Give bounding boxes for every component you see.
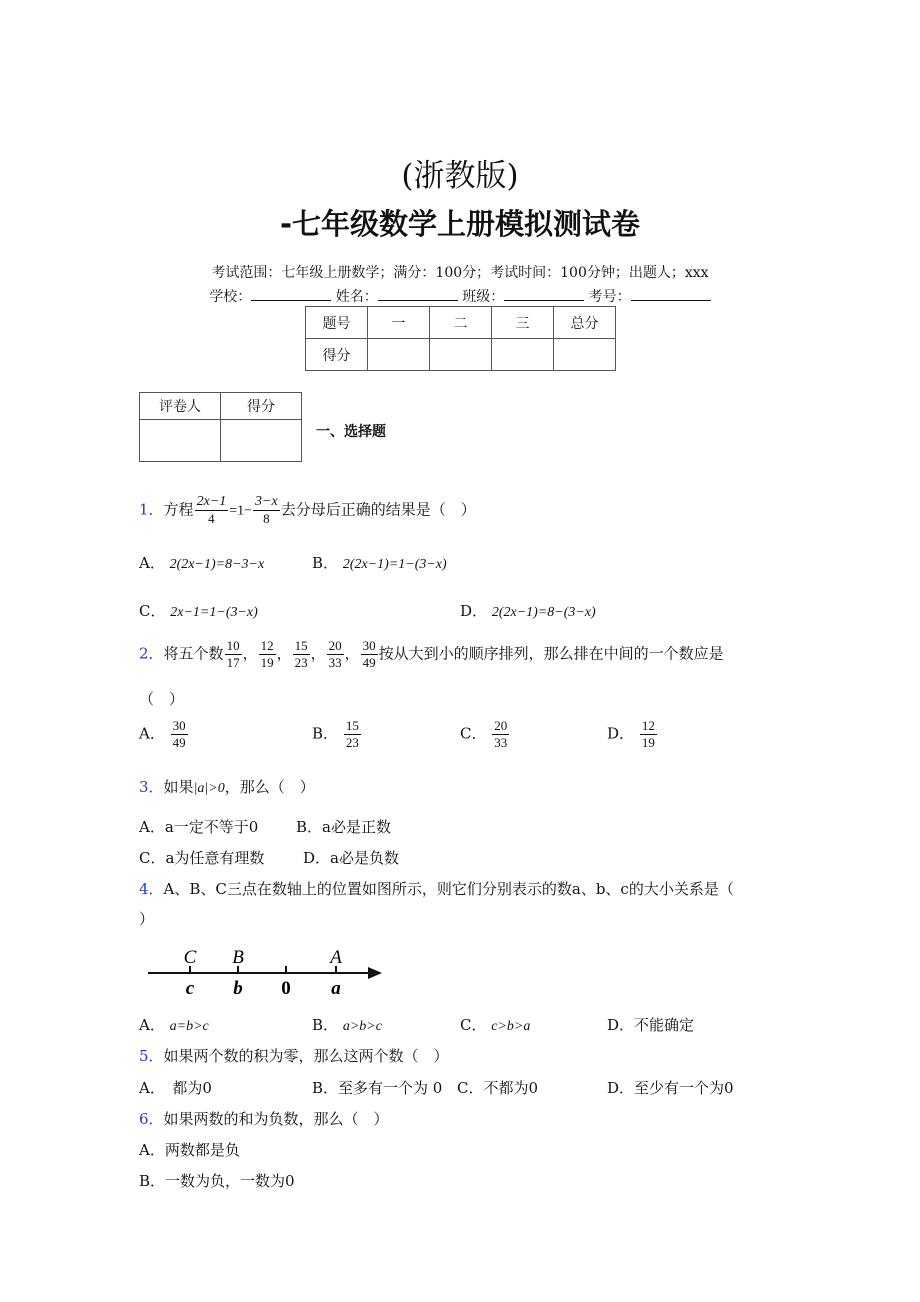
option-label: A． <box>139 724 165 743</box>
option-b[interactable] <box>312 1014 382 1035</box>
option-text: a=b>c <box>169 1019 209 1034</box>
section-heading: 一、选择题 <box>316 424 386 440</box>
numerator: 20 <box>328 638 342 653</box>
question-2 <box>139 638 724 671</box>
option-label: A． <box>139 554 165 572</box>
score-header-cell: 总分 <box>554 307 616 339</box>
option-label: C． <box>460 724 487 743</box>
numerator: 15 <box>345 718 359 733</box>
denominator: 8 <box>263 511 270 526</box>
option-d[interactable] <box>460 600 596 621</box>
option-label: D． <box>460 602 488 620</box>
denominator: 49 <box>362 655 376 670</box>
point-label-b: B <box>232 947 244 968</box>
school-blank[interactable] <box>251 288 331 301</box>
score-header-cell: 三 <box>492 307 554 339</box>
numerator: 12 <box>641 718 655 733</box>
value-label-c: c <box>185 978 195 999</box>
fraction <box>640 718 657 751</box>
fraction <box>361 638 378 671</box>
grader-cell[interactable] <box>140 420 221 462</box>
student-fields <box>0 286 920 306</box>
denominator: 23 <box>345 735 359 750</box>
value-label-a: a <box>331 978 341 999</box>
option-b[interactable]: B．至多有一个为 0 <box>312 1079 443 1097</box>
fraction <box>327 638 344 671</box>
exam-no-label: 考号： <box>588 289 631 305</box>
denominator: 33 <box>328 655 342 670</box>
math-text: |a|>0 <box>193 781 225 796</box>
fraction <box>293 638 310 671</box>
point-label-c: C <box>183 947 197 968</box>
option-c[interactable] <box>139 600 258 621</box>
score-header-cell: 一 <box>368 307 430 339</box>
question-4 <box>139 878 734 899</box>
question-number: 1． <box>139 500 164 519</box>
score-row-label: 得分 <box>306 339 368 371</box>
question-text: 如果两数的和为负数，那么（ ） <box>163 1110 389 1128</box>
option-text: 2(2x−1)=8−(3−x) <box>491 605 596 620</box>
edition-label: (浙教版) <box>401 158 519 194</box>
option-a[interactable] <box>139 718 189 751</box>
option-a[interactable]: A．两数都是负 <box>139 1141 240 1159</box>
question-number: 6． <box>139 1110 164 1128</box>
fraction <box>253 494 280 527</box>
option-text: 2(2x−1)=1−(3−x) <box>342 557 447 572</box>
question-number: 2． <box>139 644 164 663</box>
option-b[interactable]: B．一数为负，一数为0 <box>139 1172 295 1190</box>
exam-no-blank[interactable] <box>631 288 711 301</box>
question-text: A、B、C三点在数轴上的位置如图所示，则它们分别表示的数a、b、c的大小关系是（ <box>163 880 734 898</box>
numerator: 30 <box>362 638 376 653</box>
separator: ， <box>344 644 360 663</box>
option-c[interactable] <box>460 1014 530 1035</box>
grader-table <box>139 392 302 462</box>
option-d[interactable]: D．a必是负数 <box>303 849 399 867</box>
fraction <box>225 638 242 671</box>
denominator: 19 <box>260 655 274 670</box>
option-a[interactable] <box>139 552 264 573</box>
option-c[interactable] <box>460 718 510 751</box>
question-text: 去分母后正确的结果是（ ） <box>280 500 476 519</box>
question-text: 按从大到小的顺序排列，那么排在中间的一个数应是 <box>378 644 724 663</box>
fraction <box>344 718 361 751</box>
question-4-tail: ） <box>139 910 155 928</box>
denominator: 4 <box>208 511 215 526</box>
score-cell[interactable] <box>554 339 616 371</box>
numerator: 2x−1 <box>196 494 227 509</box>
option-d[interactable]: D．至少有一个为0 <box>607 1079 734 1097</box>
option-b[interactable] <box>312 552 447 573</box>
option-text: c>b>a <box>491 1019 531 1034</box>
numerator: 12 <box>260 638 274 653</box>
option-label: B． <box>312 724 339 743</box>
option-text: 2x−1=1−(3−x) <box>170 605 258 620</box>
page-title: -七年级数学上册模拟测试卷 <box>279 207 641 241</box>
question-6 <box>139 1108 389 1129</box>
class-label: 班级： <box>462 289 505 305</box>
name-blank[interactable] <box>378 288 458 301</box>
name-label: 姓名： <box>335 289 378 305</box>
question-text: 如果 <box>163 778 194 796</box>
score-header-cell: 二 <box>430 307 492 339</box>
option-b[interactable]: B．a必是正数 <box>296 818 391 836</box>
denominator: 49 <box>172 735 186 750</box>
school-label: 学校： <box>209 289 252 305</box>
score-header-cell: 题号 <box>306 307 368 339</box>
question-number: 5． <box>139 1047 164 1065</box>
math-text: =1− <box>229 503 253 519</box>
numerator: 15 <box>294 638 308 653</box>
score-cell[interactable] <box>492 339 554 371</box>
option-a[interactable]: A． 都为0 <box>139 1079 212 1097</box>
score-table <box>305 306 616 371</box>
point-label-a: A <box>330 947 342 968</box>
numerator: 20 <box>494 718 508 733</box>
option-label: D． <box>607 724 635 743</box>
arrow-icon <box>368 967 382 979</box>
score-cell[interactable] <box>430 339 492 371</box>
question-text: 方程 <box>163 500 194 519</box>
option-d[interactable] <box>607 718 658 751</box>
question-number: 4． <box>139 880 164 898</box>
question-text: 如果两个数的积为零，那么这两个数（ ） <box>163 1047 449 1065</box>
option-a[interactable]: A．a一定不等于0 <box>139 818 259 836</box>
option-text: a>b>c <box>342 1019 382 1034</box>
question-text: 将五个数 <box>163 644 224 663</box>
option-label: B． <box>312 1016 339 1034</box>
question-text: ，那么（ ） <box>224 778 315 796</box>
question-3 <box>139 776 315 797</box>
grader-score-cell[interactable] <box>221 420 302 462</box>
numerator: 3−x <box>255 494 278 509</box>
exam-info: 考试范围：七年级上册数学；满分：100分；考试时间：100分钟；出题人；xxx <box>211 265 709 281</box>
class-blank[interactable] <box>504 288 584 301</box>
question-5 <box>139 1045 449 1066</box>
separator: ， <box>242 644 258 663</box>
option-text: 2(2x−1)=8−3−x <box>169 557 265 572</box>
fraction <box>259 638 276 671</box>
question-2-tail: （ ） <box>139 690 185 708</box>
option-c[interactable]: C．a为任意有理数 <box>139 849 265 867</box>
number-line-figure <box>140 940 390 1000</box>
separator: ， <box>276 644 292 663</box>
value-label-b: b <box>233 978 243 999</box>
grader-header: 评卷人 <box>140 393 221 420</box>
option-c[interactable]: C．不都为0 <box>457 1079 539 1097</box>
fraction <box>171 718 188 751</box>
numerator: 30 <box>172 718 186 733</box>
separator: ， <box>310 644 326 663</box>
denominator: 19 <box>641 735 655 750</box>
option-label: A． <box>139 1016 165 1034</box>
option-d[interactable]: D．不能确定 <box>607 1016 695 1034</box>
denominator: 23 <box>294 655 308 670</box>
option-label: B． <box>312 554 339 572</box>
option-label: C． <box>460 1016 487 1034</box>
question-1 <box>139 494 476 527</box>
fraction <box>492 718 509 751</box>
fraction <box>195 494 229 527</box>
option-a[interactable] <box>139 1014 209 1035</box>
question-number: 3． <box>139 778 164 796</box>
grader-score-header: 得分 <box>221 393 302 420</box>
option-label: C． <box>139 602 166 620</box>
numerator: 10 <box>226 638 240 653</box>
denominator: 33 <box>494 735 508 750</box>
denominator: 17 <box>226 655 240 670</box>
value-label-zero: 0 <box>281 978 291 999</box>
option-b[interactable] <box>312 718 362 751</box>
score-cell[interactable] <box>368 339 430 371</box>
